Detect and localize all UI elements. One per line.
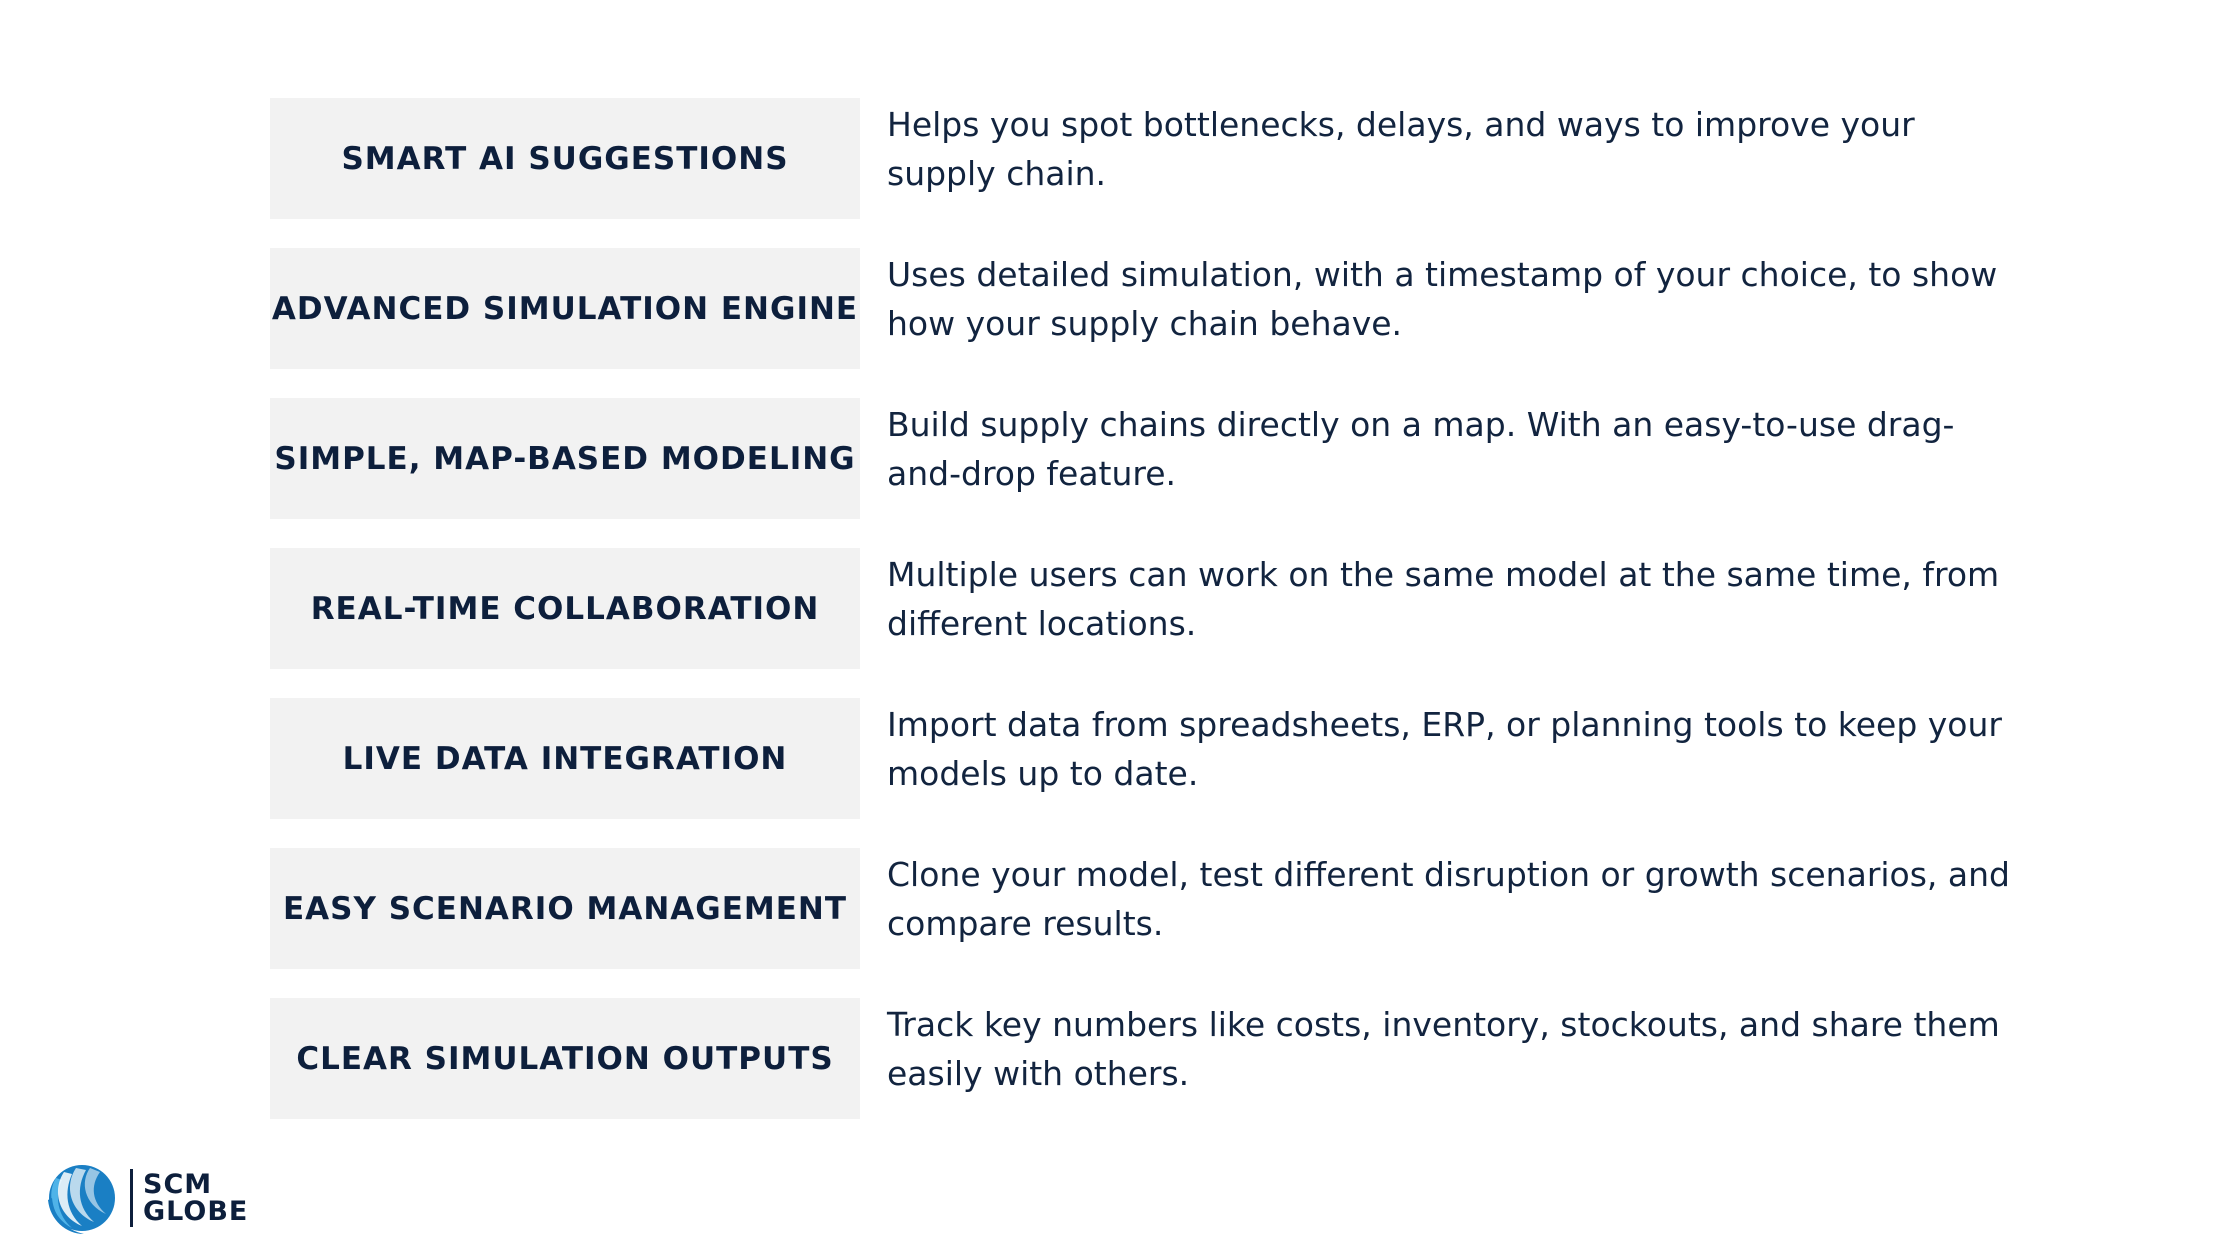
feature-name: ADVANCED SIMULATION ENGINE [270, 248, 860, 369]
feature-name: CLEAR SIMULATION OUTPUTS [270, 998, 860, 1119]
feature-name: EASY SCENARIO MANAGEMENT [270, 848, 860, 969]
feature-row-smart-ai-suggestions [270, 98, 2030, 219]
feature-description-text: Import data from spreadsheets, ERP, or planning tools to keep your models up to date. [887, 704, 2002, 793]
feature-row-advanced-simulation-engine [270, 248, 2030, 369]
feature-name: REAL-TIME COLLABORATION [270, 548, 860, 669]
globe-swoosh-icon [42, 1160, 118, 1236]
feature-list [270, 98, 2030, 1148]
feature-row-real-time-collaboration [270, 548, 2030, 669]
feature-description [887, 988, 2017, 1109]
logo-text-line1: SCM [143, 1169, 213, 1200]
feature-name: SMART AI SUGGESTIONS [270, 98, 860, 219]
feature-description-text: Uses detailed simulation, with a timestamp of your choice, to show how your supply chain behave. [887, 254, 1998, 343]
logo-text-line2: GLOBE [143, 1196, 249, 1227]
feature-row-live-data-integration [270, 698, 2030, 819]
feature-row-easy-scenario-management [270, 848, 2030, 969]
feature-row-clear-simulation-outputs [270, 998, 2030, 1119]
feature-row-simple-map-based-modeling [270, 398, 2030, 519]
feature-name: SIMPLE, MAP-BASED MODELING [270, 398, 860, 519]
feature-description [887, 238, 2017, 359]
feature-description [887, 538, 2017, 659]
feature-description-text: Build supply chains directly on a map. With an easy-to-use drag-and-drop feature. [887, 404, 1955, 493]
feature-description [887, 388, 2017, 509]
scm-globe-logo [42, 1160, 248, 1236]
logo-wordmark [143, 1171, 248, 1225]
feature-description [887, 88, 2017, 209]
feature-description-text: Clone your model, test different disruption or growth scenarios, and compare results. [887, 854, 2010, 943]
feature-description-text: Multiple users can work on the same model at the same time, from different locations. [887, 554, 2000, 643]
feature-name: LIVE DATA INTEGRATION [270, 698, 860, 819]
feature-description-text: Track key numbers like costs, inventory, stockouts, and share them easily with others. [887, 1004, 2000, 1093]
feature-description [887, 688, 2017, 809]
logo-divider [130, 1169, 133, 1227]
feature-description [887, 838, 2017, 959]
feature-description-text: Helps you spot bottlenecks, delays, and ways to improve your supply chain. [887, 104, 1915, 193]
